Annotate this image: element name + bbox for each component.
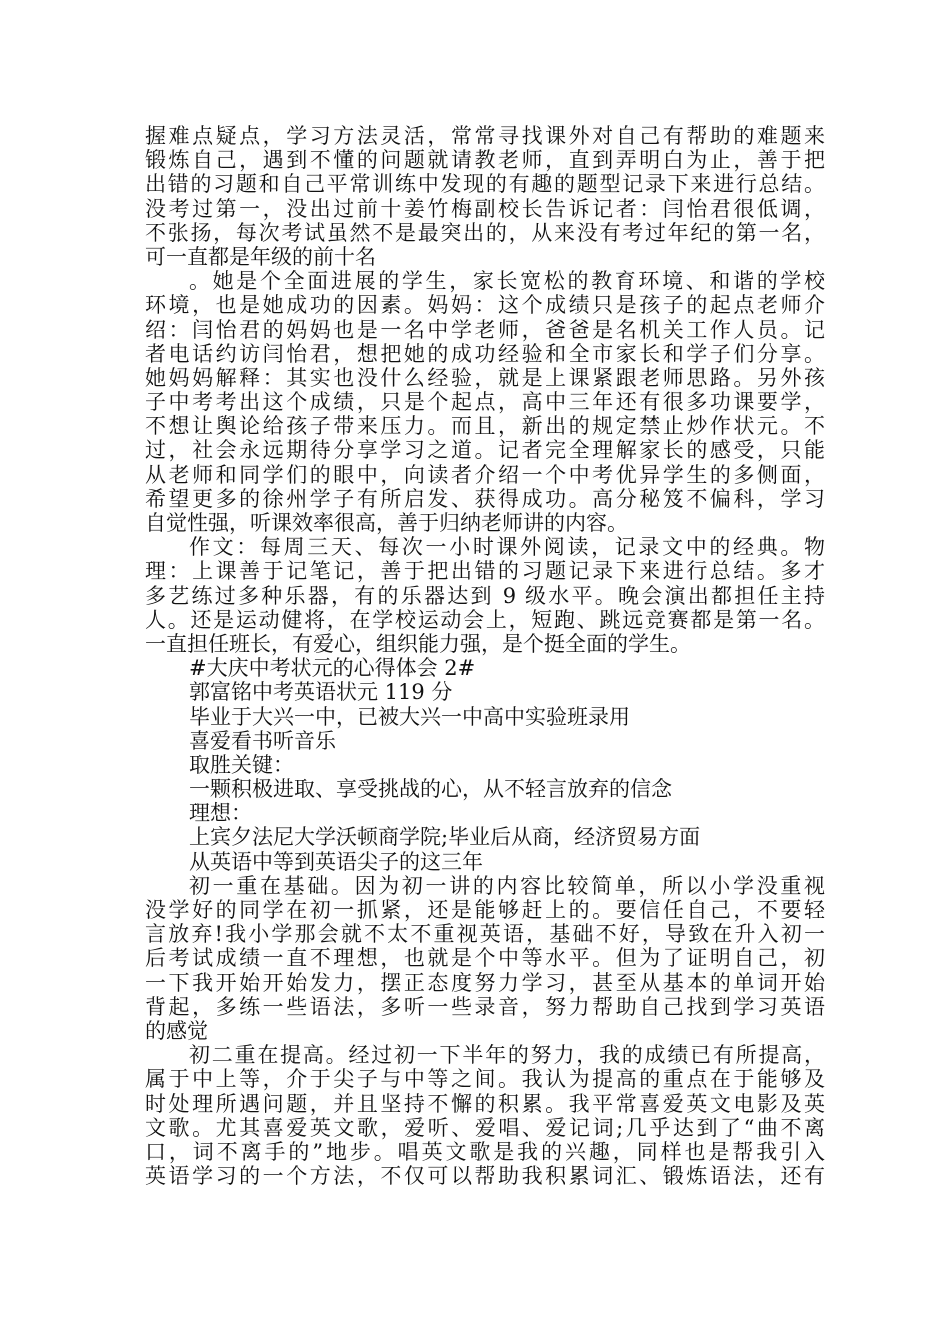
text-line: 言放弃!我小学那会就不太不重视英语，基础不好，导致在升入初一 [145, 922, 825, 947]
text-line: 口，词不离手的”地步。唱英文歌是我的兴趣，同样也是帮我引入 [145, 1139, 825, 1164]
text-line: 作文：每周三天、每次一小时课外阅读，记录文中的经典。物 [189, 535, 825, 560]
text-line: 自觉性强，听课效率很高，善于归纳老师讲的内容。 [145, 511, 628, 535]
text-line: 不想让舆论给孩子带来压力。而且，新出的规定禁止炒作状元。不 [145, 414, 825, 439]
text-line: 握难点疑点，学习方法灵活，常常寻找课外对自己有帮助的难题来 [145, 124, 825, 148]
text-line: 属于中上等，介于尖子与中等之间。我认为提高的重点在于能够及 [145, 1067, 825, 1092]
text-line: 英语学习的一个方法，不仅可以帮助我积累词汇、锻炼语法，还有 [145, 1164, 825, 1189]
text-line: 锻炼自己，遇到不懂的问题就请教老师，直到弄明白为止，善于把 [145, 148, 825, 173]
text-line: 理：上课善于记笔记，善于把出错的习题记录下来进行总结。多才 [145, 559, 825, 584]
text-line: 没学好的同学在初一抓紧，还是能够赶上的。要信任自己，不要轻 [145, 898, 825, 922]
text-line: 过，社会永远期待分享学习之道。记者完全理解家长的感受，只能 [145, 438, 825, 463]
text-line: 毕业于大兴一中，已被大兴一中高中实验班录用 [189, 704, 630, 729]
text-line: 希望更多的徐州学子有所启发、获得成功。高分秘笈不偏科，学习 [145, 486, 825, 511]
text-line: 初一重在基础。因为初一讲的内容比较简单，所以小学没重视 [189, 873, 825, 898]
text-line: 初二重在提高。经过初一下半年的努力，我的成绩已有所提高， [189, 1043, 825, 1068]
text-line: 没考过第一，没出过前十姜竹梅副校长告诉记者：闫怡君很低调， [145, 196, 825, 221]
text-line: 环境，也是她成功的因素。妈妈：这个成绩只是孩子的起点老师介 [145, 293, 825, 318]
text-line: 。她是个全面进展的学生，家长宽松的教育环境、和谐的学校 [189, 269, 825, 294]
text-line: 者电话约访闫怡君，想把她的成功经验和全市家长和学子们分享。 [145, 341, 825, 366]
text-line: 可一直都是年级的前十名 [145, 244, 376, 269]
text-line: 人。还是运动健将，在学校运动会上，短跑、跳远竞赛都是第一名。 [145, 607, 825, 632]
text-line: 她妈妈解释：其实也没什么经验，就是上课紧跟老师思路。另外孩 [145, 365, 825, 390]
text-line: 一颗积极进取、享受挑战的心，从不轻言放弃的信念 [189, 777, 672, 802]
text-line: 多艺练过多种乐器，有的乐器达到 9 级水平。晚会演出都担任主持 [145, 583, 825, 608]
text-line: 背起，多练一些语法，多听一些录音，努力帮助自己找到学习英语 [145, 994, 825, 1019]
section-heading: #大庆中考状元的心得体会 2# [189, 656, 476, 681]
text-line: 一直担任班长，有爱心，组织能力强，是个挺全面的学生。 [145, 631, 691, 656]
text-line: 的感觉 [145, 1018, 208, 1043]
text-line: 从英语中等到英语尖子的这三年 [189, 849, 483, 874]
text-line: 郭富铭中考英语状元 119 分 [189, 680, 453, 705]
text-line: 理想： [189, 801, 252, 826]
text-line: 喜爱看书听音乐 [189, 728, 336, 753]
text-line: 子中考考出这个成绩，只是个起点，高中三年还有很多功课要学， [145, 390, 825, 415]
text-line: 一下我开始开始发力，摆正态度努力学习，甚至从基本的单词开始 [145, 970, 825, 995]
text-line: 上宾夕法尼大学沃顿商学院;毕业后从商，经济贸易方面 [189, 825, 701, 850]
text-line: 时处理所遇问题，并且坚持不懈的积累。我平常喜爱英文电影及英 [145, 1091, 825, 1116]
text-line: 不张扬，每次考试虽然不是最突出的，从来没有考过年纪的第一名， [145, 220, 825, 245]
text-line: 从老师和同学们的眼中，向读者介绍一个中考优异学生的多侧面， [145, 462, 825, 487]
text-line: 出错的习题和自己平常训练中发现的有趣的题型记录下来进行总结。 [145, 172, 825, 197]
text-line: 取胜关键： [189, 752, 294, 777]
text-line: 绍：闫怡君的妈妈也是一名中学老师，爸爸是名机关工作人员。记 [145, 317, 825, 342]
text-line: 后考试成绩一直不理想，也就是个中等水平。但为了证明自己，初 [145, 946, 825, 971]
text-line: 文歌。尤其喜爱英文歌，爱听、爱唱、爱记词;几乎达到了“曲不离 [145, 1115, 825, 1140]
document-body [145, 124, 825, 1188]
